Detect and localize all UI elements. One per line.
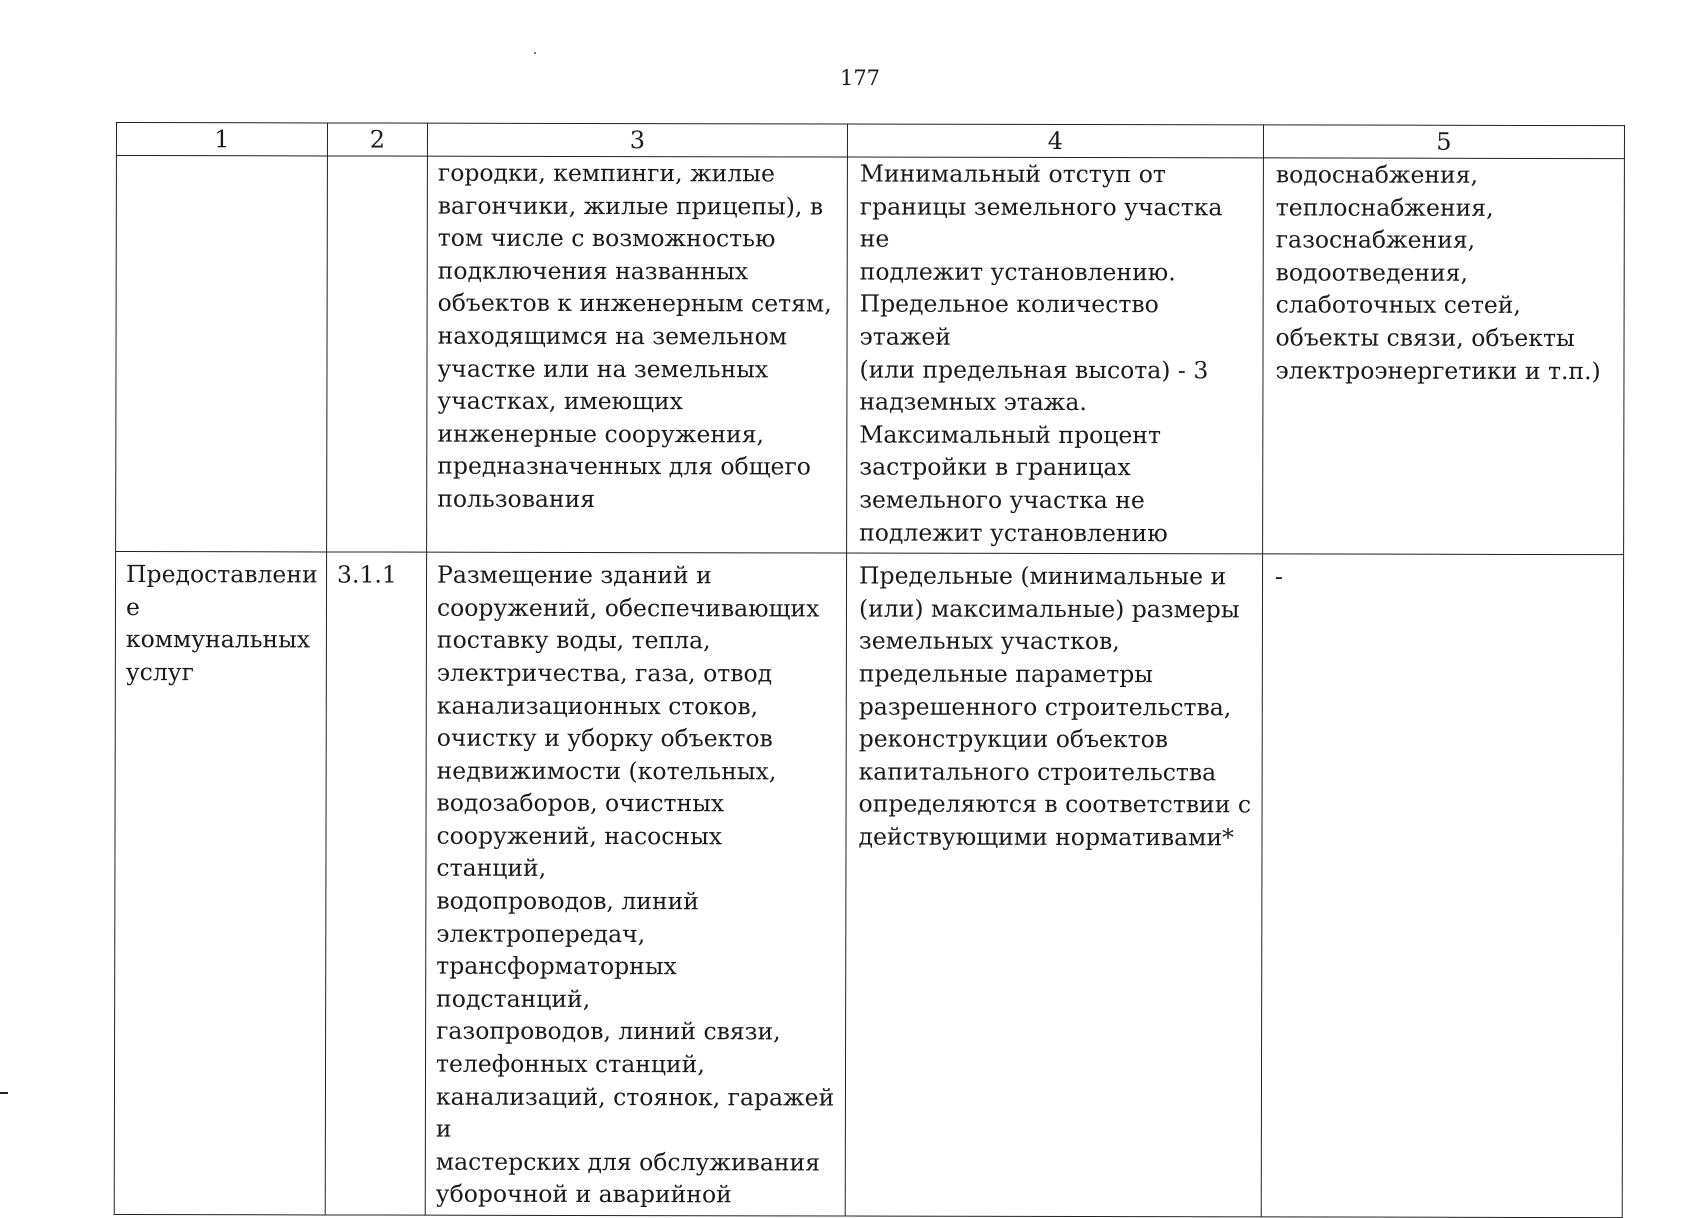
use-type-cell xyxy=(116,156,328,553)
description-cell: городки, кемпинги, жилые вагончики, жилые прицепы), в том числе с возможностью подключения названных объектов к инженерным сетям, находящимся на земельном участке или на земельных участках, имеющих инженерные сооружения, предназначенных для общего пользования xyxy=(427,156,848,553)
description-cell: Размещение зданий и сооружений, обеспечивающих поставку воды, тепла, электричества, газа, отвод канализационных стоков, очистку и уборку объектов недвижимости (котельных, водозаборов, очистных сооружений, насосных станций, водопроводов, линий электропередач, трансформаторных подстанций, газопроводов, линий связи, телефонных станций, канализаций, стоянок, гаражей и мастерских для обслуживания уборочной и аварийной xyxy=(425,552,846,1216)
notes-cell: водоснабжения, теплоснабжения, газоснабжения, водоотведения, слаботочных сетей, объекты связи, объекты электроэнергетики и т.п.) xyxy=(1263,158,1625,555)
table-row xyxy=(116,156,1625,555)
header-cell-3: 3 xyxy=(427,123,847,157)
header-cell-2: 2 xyxy=(327,123,427,156)
use-type-cell: Предоставлени е коммунальных услуг xyxy=(114,552,326,1215)
code-cell xyxy=(327,156,428,552)
scan-speck xyxy=(534,52,536,54)
table-row xyxy=(114,552,1623,1218)
notes-cell: - xyxy=(1261,554,1623,1218)
regulations-table xyxy=(114,122,1625,1218)
parameters-cell: Предельные (минимальные и (или) максимальные) размеры земельных участков, предельные параметры разрешенного строительства, реконструкции объектов капитального строительства определяются в соответствии с действующими нормативами* xyxy=(845,553,1262,1217)
margin-mark xyxy=(0,1092,8,1094)
header-cell-5: 5 xyxy=(1263,125,1624,159)
header-cell-4: 4 xyxy=(847,124,1263,158)
header-cell-1: 1 xyxy=(116,123,327,156)
code-cell: 3.1.1 xyxy=(325,552,426,1215)
page-number: 177 xyxy=(839,66,881,90)
table-header-row xyxy=(116,123,1624,159)
parameters-cell: Минимальный отступ от границы земельного участка не подлежит установлению. Предельное количество этажей (или предельная высота) - 3 надземных этажа. Максимальный процент застройки в границах земельного участка не подлежит установлению xyxy=(847,157,1264,554)
